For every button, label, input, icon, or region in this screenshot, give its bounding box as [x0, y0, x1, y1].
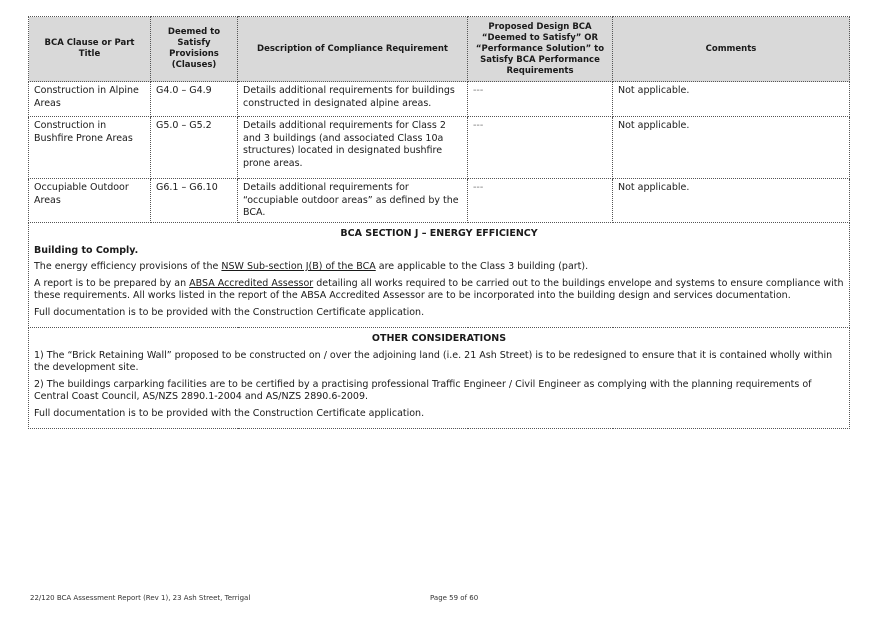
other-paragraph-3: Full documentation is to be provided with the Construction Certificate application. — [34, 407, 425, 419]
cell-comments: Not applicable. — [613, 179, 850, 223]
cell-comments: Not applicable. — [613, 82, 850, 117]
section-j-paragraph-1 — [34, 261, 844, 274]
footer-page-number: Page 59 of 60 — [430, 594, 479, 602]
other-paragraph-2: 2) The buildings carparking facilities are to be certified by a practising professional Traffic Engineer / Civil Engineer as complying with the planning requirements of Central Coast Council, AS/NZS 2890.1-2004 and AS/NZS 2890.6-2009. — [34, 378, 812, 402]
cell-title: Construction in Alpine Areas — [29, 82, 151, 117]
table-row — [29, 179, 850, 223]
document-page — [28, 16, 849, 429]
section-j-paragraph-2 — [34, 278, 844, 303]
section-j-title: BCA SECTION J – ENERGY EFFICIENCY — [340, 228, 538, 239]
absa-assessor-link: ABSA Accredited Assessor — [189, 277, 314, 289]
cell-proposed: --- — [468, 117, 613, 179]
footer-report-title: 22/120 BCA Assessment Report (Rev 1), 23 Ash Street, Terrigal — [30, 594, 251, 602]
cell-description: Details additional requirements for buildings constructed in designated alpine areas. — [238, 82, 468, 117]
section-j-row — [29, 223, 850, 328]
other-considerations-title: OTHER CONSIDERATIONS — [371, 333, 507, 344]
cell-proposed: --- — [468, 82, 613, 117]
cell-description: Details additional requirements for Class 2 and 3 buildings (and associated Class 10a structures) located in designated bushfire prone areas. — [238, 117, 468, 179]
cell-clauses: G6.1 – G6.10 — [151, 179, 238, 223]
header-proposed-design: Proposed Design BCA “Deemed to Satisfy” OR “Performance Solution” to Satisfy BCA Performance Requirements — [468, 17, 613, 82]
nsw-subsection-link: NSW Sub-section J(B) of the BCA — [221, 261, 376, 272]
cell-comments: Not applicable. — [613, 117, 850, 179]
text-span: A report is to be prepared by an — [34, 277, 190, 289]
table-row — [29, 117, 850, 179]
table-row — [29, 82, 850, 117]
cell-clauses: G5.0 – G5.2 — [151, 117, 238, 179]
cell-title: Construction in Bushfire Prone Areas — [29, 117, 151, 179]
section-j-paragraph-3: Full documentation is to be provided with the Construction Certificate application. — [34, 306, 425, 318]
cell-clauses: G4.0 – G4.9 — [151, 82, 238, 117]
section-j-subtitle: Building to Comply. — [34, 244, 139, 256]
header-comments: Comments — [613, 17, 850, 82]
cell-title: Occupiable Outdoor Areas — [29, 179, 151, 223]
cell-description: Details additional requirements for “occupiable outdoor areas” as defined by the BCA. — [238, 179, 468, 223]
table-header-row — [29, 17, 850, 82]
other-considerations-row — [29, 328, 850, 429]
text-span: The energy efficiency provisions of the — [34, 261, 222, 272]
header-dts-provisions: Deemed to Satisfy Provisions (Clauses) — [151, 17, 238, 82]
section-j-cell — [29, 223, 850, 328]
cell-proposed: --- — [468, 179, 613, 223]
other-paragraph-1: 1) The “Brick Retaining Wall” proposed to be constructed on / over the adjoining land (i.e. 21 Ash Street) is to be redesigned to ensure that it is contained wholly within the development site. — [34, 349, 833, 373]
bca-compliance-table — [28, 16, 850, 429]
text-span: detailing all works required to be carried out to the buildings envelope and systems to ensure compliance with these requirements. All works listed in the report of the ABSA Accredited Assessor are to be incorporated into the building design and services documentation. — [34, 277, 844, 301]
other-considerations-cell — [29, 328, 850, 429]
text-span: are applicable to the Class 3 building (part). — [375, 261, 589, 272]
header-description: Description of Compliance Requirement — [238, 17, 468, 82]
header-clause-title: BCA Clause or Part Title — [29, 17, 151, 82]
